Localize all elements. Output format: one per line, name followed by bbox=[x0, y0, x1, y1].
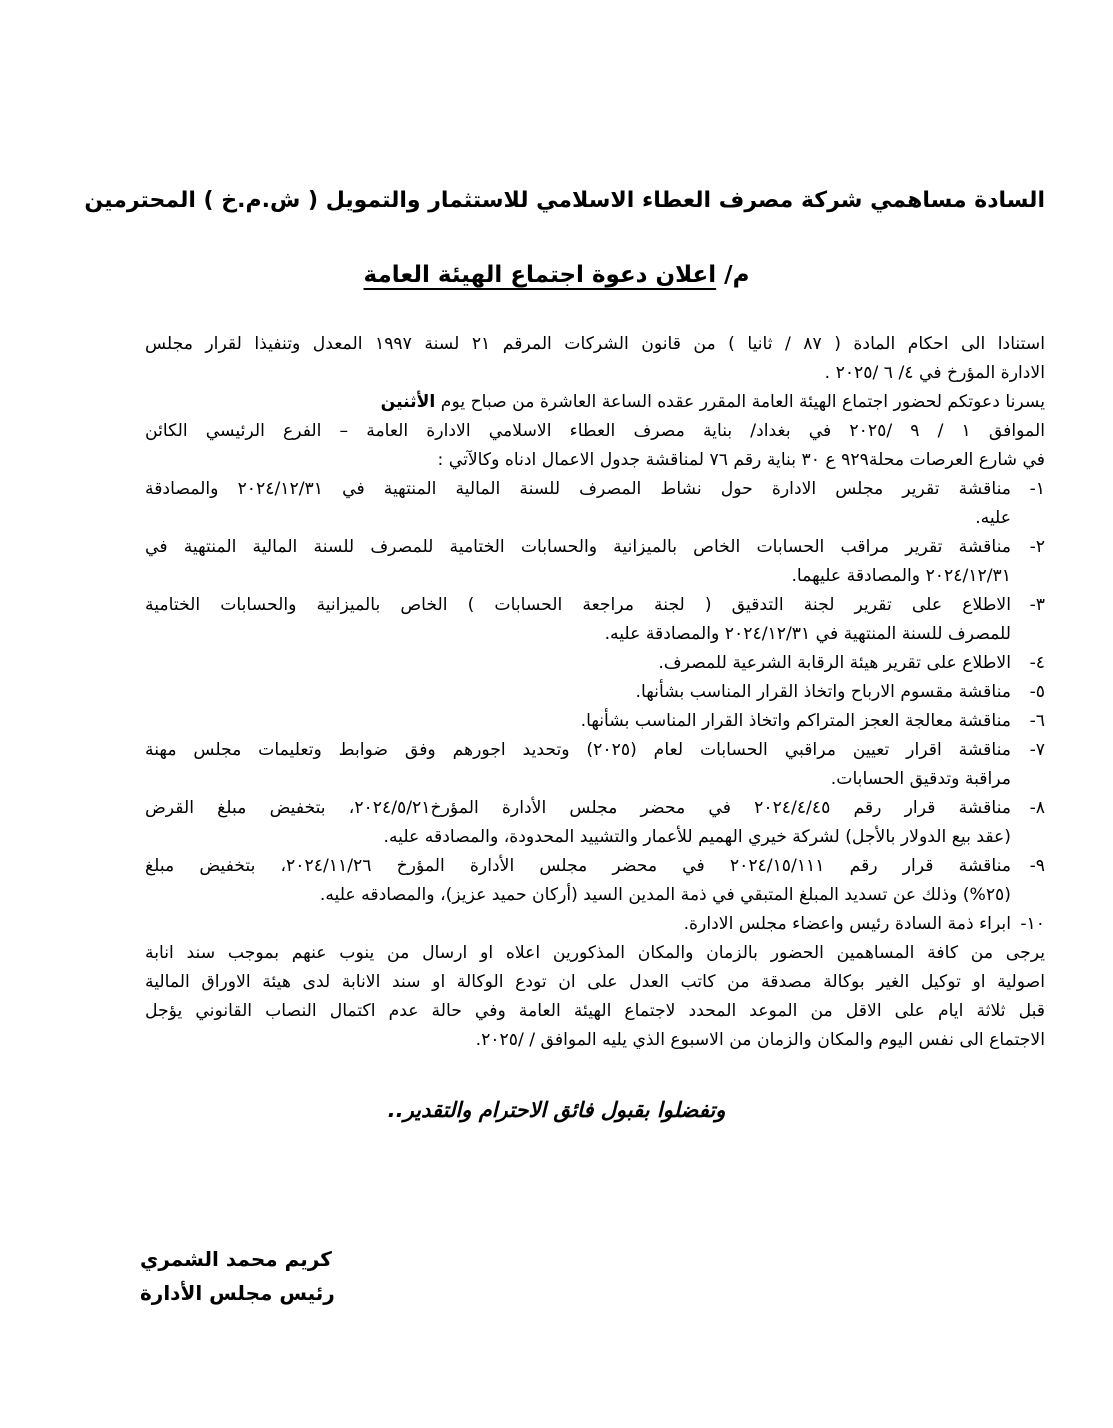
agenda-number: ٧- bbox=[1029, 740, 1045, 760]
agenda-number: ٦- bbox=[1029, 711, 1045, 731]
agenda-item bbox=[145, 736, 1045, 794]
agenda-item bbox=[145, 591, 1045, 649]
subject-heading bbox=[0, 262, 1113, 288]
intro-line: الادارة المؤرخ في ٤/ ٦ /٢٠٢٥ . bbox=[824, 363, 1045, 383]
signatory-title: رئيس مجلس الأدارة bbox=[140, 1281, 335, 1305]
agenda-list bbox=[145, 475, 1045, 939]
agenda-item bbox=[145, 910, 1045, 939]
agenda-text: للمصرف للسنة المنتهية في ٢٠٢٤/١٢/٣١ والمصادقة عليه. bbox=[604, 624, 1011, 644]
agenda-item bbox=[145, 852, 1045, 910]
agenda-item bbox=[145, 533, 1045, 591]
agenda-text: مناقشة قرار رقم ٢٠٢٤/٤/٤٥ في محضر مجلس الأدارة المؤرخ٢٠٢٤/٥/٢١، بتخفيض مبلغ القرض bbox=[145, 798, 1011, 818]
invitation-text: يسرنا دعوتكم لحضور اجتماع الهيئة العامة المقرر عقده الساعة العاشرة من صباح يوم bbox=[440, 392, 1045, 412]
notice-line: الاجتماع الى نفس اليوم والمكان والزمان من الاسبوع الذي يليه الموافق / /٢٠٢٥. bbox=[475, 1030, 1045, 1050]
addressee-line: السادة مساهمي شركة مصرف العطاء الاسلامي للاستثمار والتمويل ( ش.م.خ ) المحترمين bbox=[84, 188, 1045, 213]
agenda-text: الاطلاع على تقرير لجنة التدقيق ( لجنة مراجعة الحسابات ) الخاص بالميزانية والحسابات الختامية bbox=[145, 595, 1011, 615]
agenda-text: مناقشة معالجة العجز المتراكم واتخاذ القرار المناسب بشأنها. bbox=[580, 711, 1011, 731]
letter-body bbox=[145, 330, 1045, 1055]
agenda-number: ٥- bbox=[1029, 682, 1045, 702]
agenda-item bbox=[145, 794, 1045, 852]
invitation-line bbox=[145, 388, 1045, 417]
agenda-text: مراقبة وتدقيق الحسابات. bbox=[830, 769, 1011, 789]
agenda-text: مناقشة اقرار تعيين مراقبي الحسابات لعام (٢٠٢٥) وتحديد اجورهم وفق ضوابط وتعليمات مجلس مهنة bbox=[145, 740, 1011, 760]
attendance-notice bbox=[145, 939, 1045, 1055]
signatory-name: كريم محمد الشمري bbox=[140, 1247, 332, 1271]
agenda-text: ابراء ذمة السادة رئيس واعضاء مجلس الادارة. bbox=[683, 914, 1011, 934]
agenda-number: ١- bbox=[1029, 479, 1045, 499]
agenda-number: ٩- bbox=[1029, 856, 1045, 876]
agenda-number: ٢- bbox=[1029, 537, 1045, 557]
agenda-item bbox=[145, 649, 1045, 678]
agenda-number: ١٠- bbox=[1020, 914, 1045, 934]
signature-block bbox=[140, 1242, 440, 1310]
subject-title: اعلان دعوة اجتماع الهيئة العامة bbox=[363, 262, 717, 288]
subject-prefix: م/ bbox=[724, 262, 750, 288]
agenda-text: ٢٠٢٤/١٢/٣١ والمصادقة عليهما. bbox=[791, 566, 1011, 586]
agenda-number: ٤- bbox=[1029, 653, 1045, 673]
agenda-text: (٢٥%) وذلك عن تسديد المبلغ المتبقي في ذمة المدين السيد (أركان حميد عزيز)، والمصادقه عليه. bbox=[319, 885, 1011, 905]
agenda-item bbox=[145, 475, 1045, 533]
closing-line: وتفضلوا بقبول فائق الاحترام والتقدير.. bbox=[387, 1098, 726, 1122]
agenda-text: مناقشة تقرير مراقب الحسابات الخاص بالميزانية والحسابات الختامية للمصرف للسنة المالية المنتهية في bbox=[145, 537, 1011, 557]
agenda-text: مناقشة مقسوم الارباح واتخاذ القرار المناسب بشأنها. bbox=[635, 682, 1011, 702]
notice-line: قبل ثلاثة ايام على الاقل من الموعد المحدد لاجتماع الهيئة العامة وفي حالة عدم اكتمال النصاب القانوني يؤجل bbox=[145, 1001, 1045, 1021]
agenda-text: مناقشة قرار رقم ٢٠٢٤/١٥/١١١ في محضر مجلس الأدارة المؤرخ ٢٠٢٤/١١/٢٦، بتخفيض مبلغ bbox=[145, 856, 1011, 876]
agenda-number: ٨- bbox=[1029, 798, 1045, 818]
intro-line: استنادا الى احكام المادة ( ٨٧ / ثانيا ) من قانون الشركات المرقم ٢١ لسنة ١٩٩٧ المعدل وتنفيذا لقرار مجلس bbox=[145, 334, 1045, 354]
agenda-text: (عقد بيع الدولار بالأجل) لشركة خيري الهميم للأعمار والتشييد المحدودة، والمصادقه عليه. bbox=[383, 827, 1011, 847]
agenda-item bbox=[145, 707, 1045, 736]
meeting-day: الأثنين bbox=[380, 392, 436, 412]
invitation-line: في شارع العرصات محلة٩٢٩ ع ٣٠ بناية رقم ٧٦ لمناقشة جدول الاعمال ادناه وكالآتي : bbox=[437, 450, 1045, 470]
invitation-line: الموافق ١ / ٩ /٢٠٢٥ في بغداد/ بناية مصرف العطاء الاسلامي الادارة العامة – الفرع الرئيسي الكائن bbox=[145, 421, 1045, 441]
agenda-text: الاطلاع على تقرير هيئة الرقابة الشرعية للمصرف. bbox=[658, 653, 1011, 673]
notice-line: اصولية او توكيل الغير بوكالة مصدقة من كاتب العدل على ان تودع الوكالة او سند الانابة لدى هيئة الاوراق المالية bbox=[145, 972, 1045, 992]
agenda-text: عليه. bbox=[975, 508, 1011, 528]
notice-line: يرجى من كافة المساهمين الحضور بالزمان والمكان المذكورين اعلاه او ارسال من ينوب عنهم بموجب سند انابة bbox=[145, 943, 1045, 963]
agenda-item bbox=[145, 678, 1045, 707]
agenda-text: مناقشة تقرير مجلس الادارة حول نشاط المصرف للسنة المالية المنتهية في ٢٠٢٤/١٢/٣١ والمصادقة bbox=[145, 479, 1011, 499]
agenda-number: ٣- bbox=[1029, 595, 1045, 615]
